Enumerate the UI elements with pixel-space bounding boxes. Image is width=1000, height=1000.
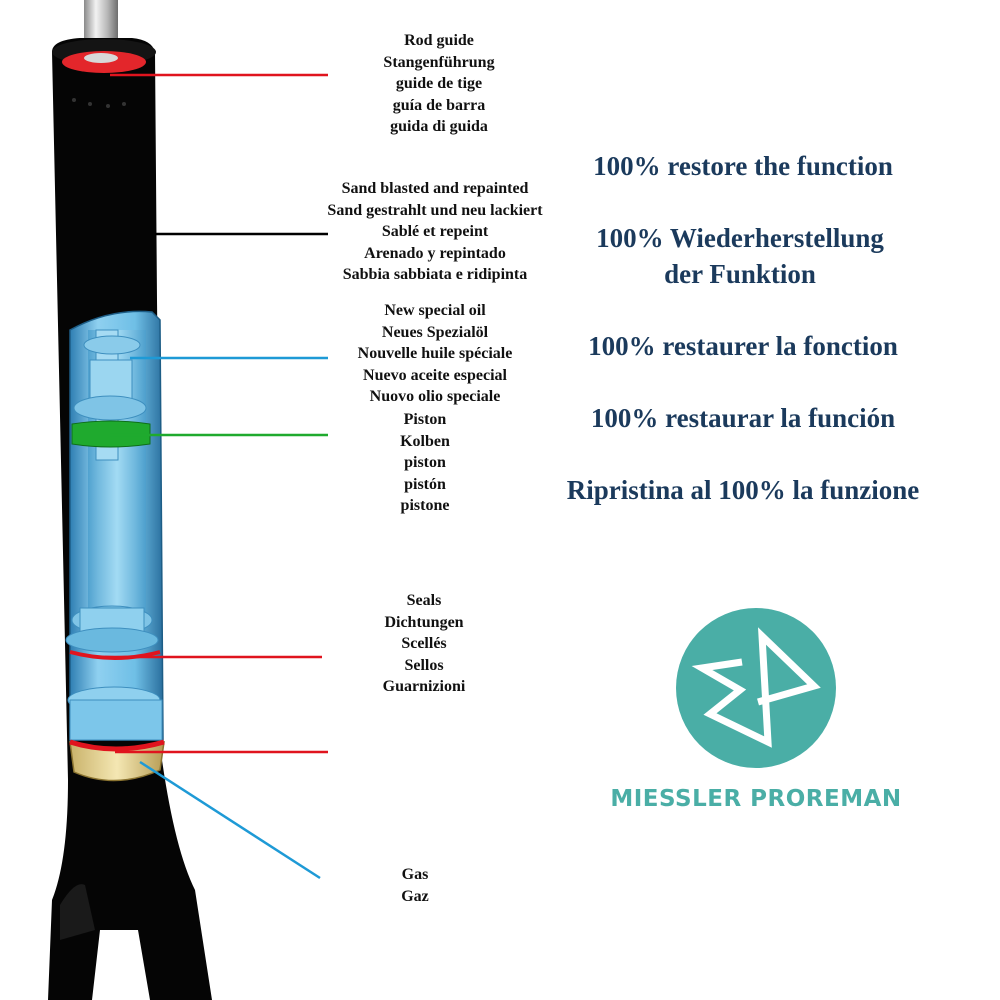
label-text: Sand blasted and repainted [341,180,529,197]
claim-en [543,148,943,184]
label-text: Nouvelle huile spéciale [357,345,513,362]
label-text: Kolben [400,432,450,450]
label-text: New special oil [384,302,486,319]
label-text: Seals [406,592,442,609]
label-text: Sellos [404,656,444,674]
claim-text: 100% Wiederherstellung [596,223,884,253]
claim-text: der Funktion [664,259,816,289]
claim-it [538,472,948,508]
label-text: pistón [404,475,446,493]
label-text: pistone [400,497,450,514]
claim-text: Ripristina al 100% la funzione [566,475,920,505]
brand-name: MIESSLER PROREMAN [610,786,902,812]
label-gas [365,864,465,907]
claim-fr [543,328,943,364]
label-text: Sablé et repeint [381,223,489,240]
label-oil [325,300,545,408]
label-text: Guarnizioni [382,678,466,695]
claim-text: 100% restore the function [593,151,893,181]
label-piston [325,409,525,517]
label-text: Nuovo olio speciale [369,388,501,405]
claim-text: 100% restaurar la función [590,403,896,433]
label-text: guide de tige [395,75,483,92]
label-text: Sabbia sabbiata e ridipinta [342,266,528,283]
label-text: Rod guide [404,32,474,49]
miessler-proreman-logo [676,608,836,768]
label-text: Scellés [401,635,447,652]
label-seals [324,590,524,698]
label-text: Neues Spezialöl [381,323,489,341]
label-text: Dichtungen [384,613,464,631]
claim-text: 100% restaurer la fonction [588,331,898,361]
label-text: Sand gestrahlt und neu lackiert [327,201,543,219]
label-sand-blasted [305,178,565,286]
label-text: Stangenführung [383,53,495,71]
label-text: guía de barra [392,96,486,114]
label-rod-guide [339,30,539,138]
claim-de [540,220,940,292]
label-text: Piston [403,411,447,428]
label-text: guida di guida [390,118,488,135]
label-text: Gaz [401,887,429,905]
claim-es [543,400,943,436]
label-text: Arenado y repintado [364,244,506,262]
label-text: Nuevo aceite especial [363,366,507,384]
label-text: Gas [401,866,429,883]
label-text: piston [404,454,446,471]
